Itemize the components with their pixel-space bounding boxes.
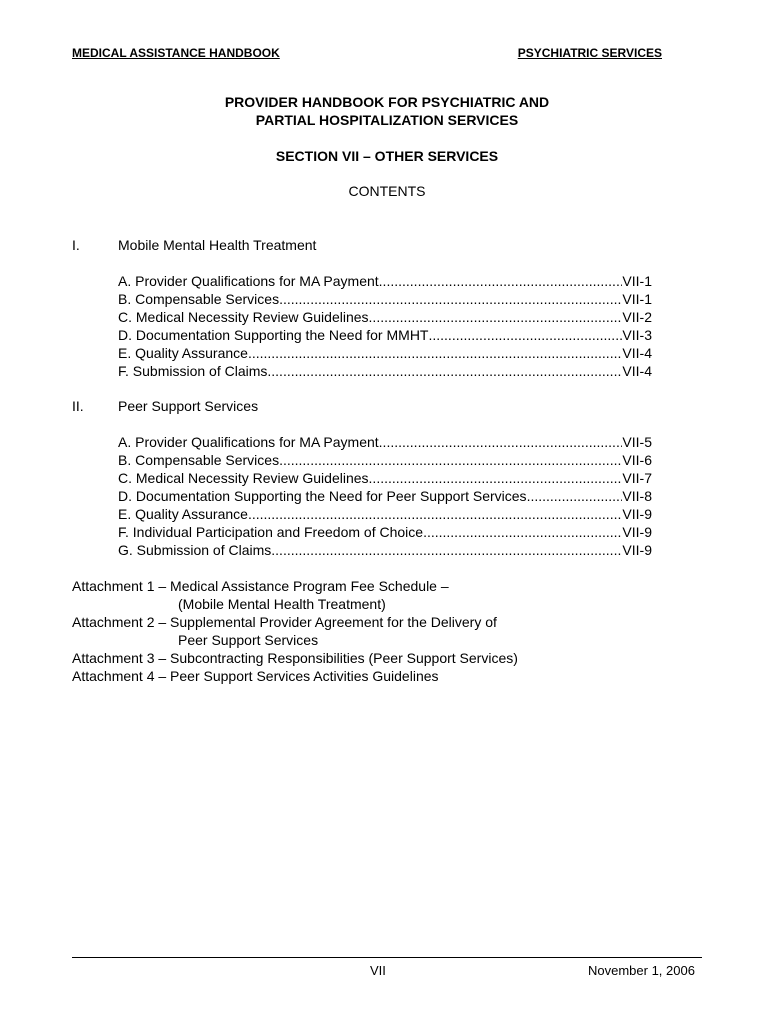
dot-leader [527, 487, 623, 505]
entry-text: B. Compensable Services [118, 291, 280, 307]
contents-label: CONTENTS [348, 183, 426, 199]
entry-page: VII-1 [622, 273, 652, 289]
header-right: PSYCHIATRIC SERVICES [517, 46, 662, 60]
dot-leader [279, 290, 622, 308]
dot-leader [369, 308, 623, 326]
attachments-list [72, 577, 518, 685]
section-label: Peer Support Services [118, 398, 259, 414]
section-number: I. [72, 237, 80, 253]
entry-page: VII-9 [622, 506, 652, 522]
toc-entry [118, 344, 652, 362]
entry-page: VII-4 [622, 345, 652, 361]
title-line-2: PARTIAL HOSPITALIZATION SERVICES [255, 112, 519, 128]
attachment-1-continuation: (Mobile Mental Health Treatment) [178, 596, 386, 612]
toc-entry [118, 308, 652, 326]
section-label: Mobile Mental Health Treatment [118, 237, 317, 253]
entry-text: B. Compensable Services [118, 452, 280, 468]
document-title [72, 93, 702, 129]
entry-page: VII-5 [622, 434, 652, 450]
entry-page: VII-1 [622, 291, 652, 307]
running-header [72, 46, 662, 60]
attachment-3: Attachment 3 – Subcontracting Responsibilities (Peer Support Services) [72, 650, 518, 666]
toc-entry [118, 433, 652, 451]
dot-leader [369, 469, 623, 487]
entry-text: D. Documentation Supporting the Need for Peer Support Services [118, 488, 527, 504]
dot-leader [379, 433, 623, 451]
section-title: SECTION VII – OTHER SERVICES [275, 148, 499, 164]
toc-entry [118, 487, 652, 505]
entry-text: E. Quality Assurance [118, 506, 248, 522]
toc-entry [118, 362, 652, 380]
toc-entry [118, 523, 652, 541]
entry-text: G. Submission of Claims [118, 542, 272, 558]
dot-leader [267, 362, 622, 380]
footer-rule [72, 957, 702, 958]
dot-leader [423, 523, 622, 541]
dot-leader [379, 272, 623, 290]
entry-text: E. Quality Assurance [118, 345, 248, 361]
entry-text: F. Individual Participation and Freedom of Choice [118, 524, 424, 540]
footer-date: November 1, 2006 [588, 963, 695, 978]
entry-page: VII-3 [622, 327, 652, 343]
header-left: MEDICAL ASSISTANCE HANDBOOK [72, 46, 280, 60]
attachment-2: Attachment 2 – Supplemental Provider Agreement for the Delivery of [72, 614, 497, 630]
entry-page: VII-9 [622, 524, 652, 540]
entry-page: VII-4 [622, 363, 652, 379]
dot-leader [279, 451, 622, 469]
toc-entry [118, 272, 652, 290]
entry-text: A. Provider Qualifications for MA Payment [118, 273, 379, 289]
entry-text: D. Documentation Supporting the Need for MMHT [118, 327, 429, 343]
entry-page: VII-6 [622, 452, 652, 468]
section-number: II. [72, 398, 84, 414]
entry-page: VII-2 [622, 309, 652, 325]
dot-leader [248, 344, 622, 362]
title-line-1: PROVIDER HANDBOOK FOR PSYCHIATRIC AND [224, 94, 550, 110]
dot-leader [248, 505, 622, 523]
entry-text: C. Medical Necessity Review Guidelines [118, 470, 369, 486]
toc-entry [118, 326, 652, 344]
entry-text: F. Submission of Claims [118, 363, 268, 379]
toc-entry [118, 541, 652, 559]
entry-text: A. Provider Qualifications for MA Payment [118, 434, 379, 450]
entry-page: VII-7 [622, 470, 652, 486]
toc-entry [118, 290, 652, 308]
dot-leader [271, 541, 622, 559]
footer-page-number: VII [370, 963, 386, 978]
toc-entry [118, 505, 652, 523]
entry-page: VII-8 [622, 488, 652, 504]
entry-page: VII-9 [622, 542, 652, 558]
attachment-4: Attachment 4 – Peer Support Services Activities Guidelines [72, 668, 439, 684]
dot-leader [428, 326, 622, 344]
attachment-2-continuation: Peer Support Services [178, 632, 319, 648]
entry-text: C. Medical Necessity Review Guidelines [118, 309, 369, 325]
attachment-1: Attachment 1 – Medical Assistance Program Fee Schedule – [72, 578, 449, 594]
toc-entry [118, 469, 652, 487]
toc-entry [118, 451, 652, 469]
toc-entries-section-1 [118, 272, 652, 380]
toc-entries-section-2 [118, 433, 652, 559]
